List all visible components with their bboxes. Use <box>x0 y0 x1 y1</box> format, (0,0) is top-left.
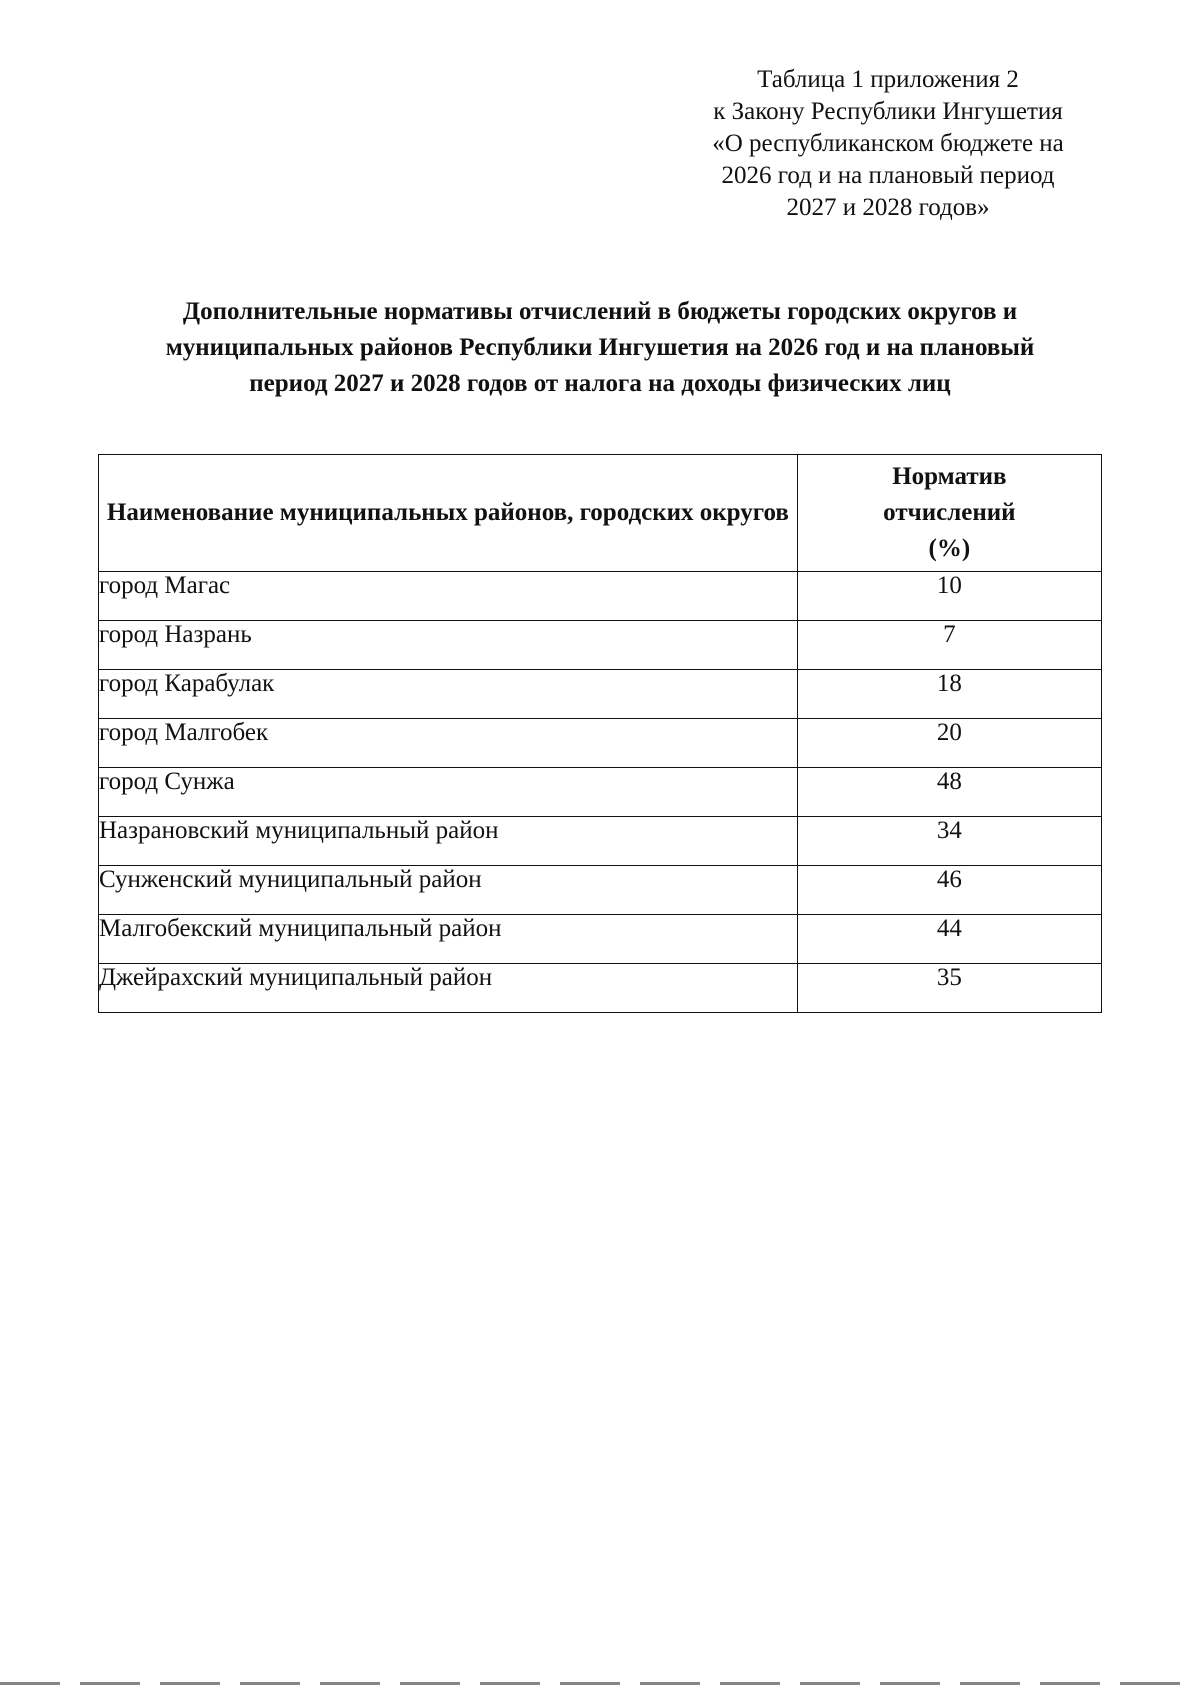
deduction-norm-value: 44 <box>797 915 1101 964</box>
norms-table <box>98 454 1102 1013</box>
appendix-line: 2026 год и на плановый период <box>721 162 1055 189</box>
deduction-norm-value: 7 <box>797 621 1101 670</box>
municipality-name: Малгобекский муниципальный район <box>99 915 798 964</box>
table-row <box>99 817 1102 866</box>
table-row <box>99 621 1102 670</box>
table-row <box>99 866 1102 915</box>
municipality-name: Сунженский муниципальный район <box>99 866 798 915</box>
appendix-header <box>660 64 1116 224</box>
table-row <box>99 670 1102 719</box>
title-line: муниципальных районов Республики Ингушетия на 2026 год и на плановый <box>165 334 1035 361</box>
table-row <box>99 915 1102 964</box>
header-line: отчислений <box>883 499 1016 526</box>
deduction-norm-value: 18 <box>797 670 1101 719</box>
table-row <box>99 768 1102 817</box>
municipality-name: город Малгобек <box>99 719 798 768</box>
header-line: (%) <box>928 535 971 562</box>
header-deduction-norm <box>797 455 1101 572</box>
appendix-line: Таблица 1 приложения 2 <box>757 66 1019 93</box>
table-row <box>99 572 1102 621</box>
deduction-norm-value: 46 <box>797 866 1101 915</box>
header-municipality-name: Наименование муниципальных районов, городских округов <box>99 455 798 572</box>
header-line: Норматив <box>892 463 1007 490</box>
appendix-line: к Закону Республики Ингушетия <box>713 98 1063 125</box>
municipality-name: город Карабулак <box>99 670 798 719</box>
appendix-line: «О республиканском бюджете на <box>712 130 1064 157</box>
deduction-norm-value: 20 <box>797 719 1101 768</box>
table-row <box>99 719 1102 768</box>
municipality-name: город Назрань <box>99 621 798 670</box>
municipality-name: город Сунжа <box>99 768 798 817</box>
scan-edge-rule <box>0 1682 1200 1685</box>
table-header-row <box>99 455 1102 572</box>
deduction-norm-value: 35 <box>797 964 1101 1013</box>
municipality-name: Назрановский муниципальный район <box>99 817 798 866</box>
title-line: Дополнительные нормативы отчислений в бюджеты городских округов и <box>182 298 1018 325</box>
appendix-line: 2027 и 2028 годов» <box>786 194 990 221</box>
deduction-norm-value: 10 <box>797 572 1101 621</box>
municipality-name: город Магас <box>99 572 798 621</box>
deduction-norm-value: 34 <box>797 817 1101 866</box>
municipality-name: Джейрахский муниципальный район <box>99 964 798 1013</box>
document-title <box>100 294 1100 402</box>
deduction-norm-value: 48 <box>797 768 1101 817</box>
title-line: период 2027 и 2028 годов от налога на доходы физических лиц <box>249 370 951 397</box>
table-row <box>99 964 1102 1013</box>
